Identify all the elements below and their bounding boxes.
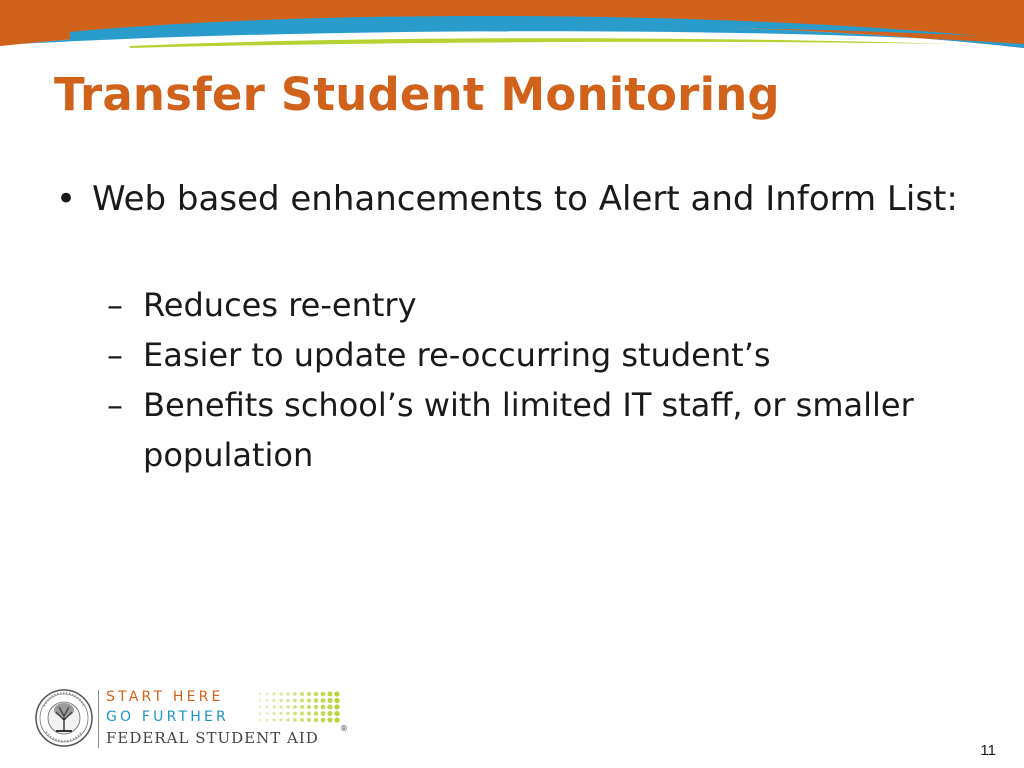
logo-dot xyxy=(286,692,289,695)
logo-start-here: START HERE xyxy=(106,689,224,705)
logo-dot xyxy=(266,712,269,715)
logo-dot xyxy=(321,705,326,710)
logo-dot xyxy=(327,691,332,696)
logo-dot xyxy=(300,705,304,709)
logo-dot xyxy=(293,718,297,722)
bullet-marker: • xyxy=(56,179,77,219)
sub-bullet-list xyxy=(107,280,986,480)
dash-marker: – xyxy=(107,386,123,424)
logo-dot xyxy=(279,692,282,695)
sub-bullet-text: Benefits school’s with limited IT staff, or smaller population xyxy=(143,386,914,474)
dash-marker: – xyxy=(107,336,123,374)
logo-dot xyxy=(334,698,339,703)
logo-dot xyxy=(259,719,261,721)
logo-dot xyxy=(314,711,319,716)
page-number: 11 xyxy=(980,742,996,759)
logo-divider xyxy=(98,690,99,748)
logo-dot xyxy=(293,699,297,703)
logo-dot xyxy=(307,705,311,709)
logo-dot xyxy=(314,698,319,703)
logo-dot xyxy=(259,706,261,708)
logo-dot xyxy=(273,693,276,696)
logo-dot xyxy=(286,718,289,721)
logo-dot xyxy=(327,711,332,716)
logo-dot xyxy=(307,698,311,702)
federal-student-aid-logo xyxy=(34,686,354,752)
logo-dot xyxy=(321,692,326,697)
logo-dot xyxy=(266,693,269,696)
logo-dot xyxy=(279,718,282,721)
logo-dot xyxy=(259,712,261,714)
logo-dot xyxy=(293,705,297,709)
top-banner xyxy=(0,0,1024,52)
logo-dot xyxy=(300,692,304,696)
logo-dot xyxy=(259,693,261,695)
slide-content xyxy=(56,176,986,480)
logo-dot xyxy=(259,699,261,701)
logo-dot xyxy=(279,699,282,702)
logo-dot xyxy=(307,718,311,722)
logo-dot xyxy=(314,718,319,723)
bullet-text: Web based enhancements to Alert and Inform List: xyxy=(92,179,958,219)
logo-dot xyxy=(334,717,339,722)
logo-dot xyxy=(334,691,339,696)
sub-bullet-item xyxy=(107,330,963,380)
logo-federal-student-aid: FEDERAL STUDENT AID xyxy=(106,729,319,747)
logo-dot xyxy=(293,692,297,696)
logo-dot xyxy=(266,706,269,709)
logo-dot xyxy=(327,704,332,709)
logo-dot xyxy=(286,705,289,708)
logo-go-further: GO FURTHER xyxy=(106,709,229,725)
logo-dot xyxy=(266,699,269,702)
logo-dot xyxy=(273,699,276,702)
logo-dot xyxy=(327,698,332,703)
logo-dot xyxy=(314,692,319,697)
dot-pattern-icon xyxy=(256,690,340,724)
sub-bullet-text: Reduces re-entry xyxy=(143,286,417,324)
logo-dot xyxy=(273,712,276,715)
logo-dot xyxy=(334,704,339,709)
registered-mark: ® xyxy=(340,724,348,733)
logo-dot xyxy=(279,712,282,715)
department-of-education-seal-icon xyxy=(34,686,94,750)
logo-dot xyxy=(307,711,311,715)
logo-dot xyxy=(334,711,339,716)
dash-marker: – xyxy=(107,286,123,324)
logo-dot xyxy=(273,719,276,722)
banner-green-band xyxy=(130,38,950,48)
logo-dot xyxy=(293,712,297,716)
logo-dot xyxy=(279,705,282,708)
logo-dot xyxy=(327,717,332,722)
sub-bullet-text: Easier to update re-occurring student’s xyxy=(143,336,771,374)
logo-dot xyxy=(307,692,311,696)
sub-bullet-item xyxy=(107,380,963,480)
logo-dot xyxy=(314,705,319,710)
logo-dot xyxy=(300,712,304,716)
logo-dot xyxy=(300,718,304,722)
logo-dot xyxy=(300,699,304,703)
logo-dot xyxy=(321,718,326,723)
bullet-item xyxy=(56,176,986,223)
slide-title: Transfer Student Monitoring xyxy=(54,68,780,121)
logo-dot xyxy=(286,712,289,715)
logo-dot xyxy=(321,698,326,703)
logo-dot xyxy=(273,706,276,709)
logo-dot xyxy=(321,711,326,716)
logo-dot xyxy=(266,719,269,722)
logo-dot xyxy=(286,699,289,702)
sub-bullet-item xyxy=(107,280,963,330)
